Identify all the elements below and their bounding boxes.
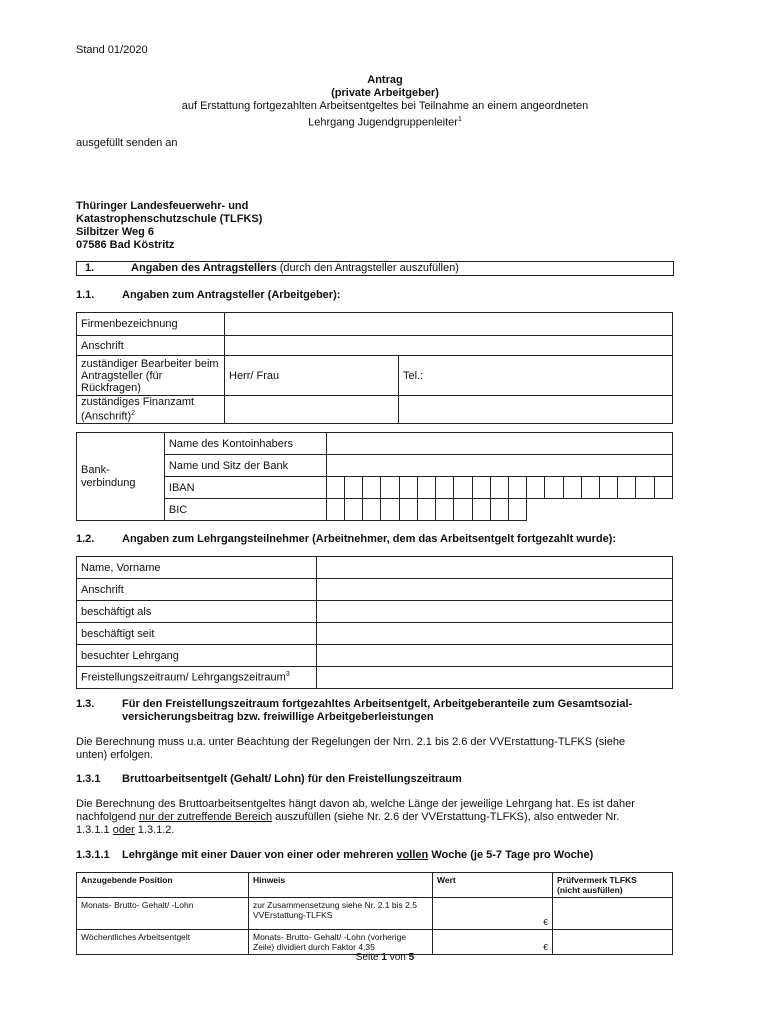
hinweis-cell: Monats- Brutto- Gehalt/ -Lohn (vorherige Zeile) dividiert durch Faktor 4,35 <box>249 930 433 955</box>
employee-address-input[interactable] <box>317 579 673 601</box>
section131-title: Bruttoarbeitsentgelt (Gehalt/ Lohn) für den Freistellungszeitraum <box>122 773 462 785</box>
iban-digit[interactable] <box>545 477 563 499</box>
finanzamt-footnote: 2 <box>131 410 136 417</box>
bank-label-cell <box>77 433 165 521</box>
iban-digit[interactable] <box>636 477 654 499</box>
bearbeiter-label: zuständiger Bearbeiter beim Antragsteller (für Rückfragen) <box>77 356 225 396</box>
address-line: Katastrophenschutzschule (TLFKS) <box>76 213 263 225</box>
bic-digit[interactable] <box>363 499 381 521</box>
section13-text-line1: Die Berechnung muss u.a. unter Beachtung der Regelungen der Nrn. 2.1 bis 2.6 der VVErstattung-TLFKS (siehe <box>76 736 626 748</box>
kontoinhaber-input[interactable] <box>326 433 672 455</box>
title-line4 <box>0 113 770 130</box>
herr-frau-label: Herr/ Frau <box>229 369 280 382</box>
anschrift-label: Anschrift <box>77 336 225 356</box>
firma-input[interactable] <box>225 313 673 336</box>
section1-header <box>76 261 674 276</box>
section13-title <box>122 698 632 724</box>
bic-digit[interactable] <box>490 499 508 521</box>
title-line2: (private Arbeitgeber) <box>331 87 439 99</box>
finanzamt-label-cell <box>77 396 225 424</box>
section1-number: 1. <box>85 262 95 274</box>
title-part-underlined: vollen <box>396 849 429 861</box>
applicant-table <box>76 312 673 424</box>
tel-label: Tel.: <box>403 369 424 382</box>
text-part-underlined: nur der zutreffende Bereich <box>139 811 273 823</box>
bic-digit[interactable] <box>436 499 454 521</box>
employee-row-label: Name, Vorname <box>77 557 317 579</box>
section131-text-line3 <box>76 824 635 837</box>
bic-label: BIC <box>164 499 326 521</box>
section13-title-line2: versicherungsbeitrag bzw. freiwillige Arbeitgeberleistungen <box>122 711 434 723</box>
pruef-cell <box>553 930 673 955</box>
wert-input[interactable] <box>433 898 553 930</box>
finanzamt-input[interactable] <box>225 396 399 424</box>
header-position: Anzugebende Position <box>77 873 249 898</box>
herr-frau-field[interactable] <box>225 356 399 396</box>
iban-digit[interactable] <box>527 477 545 499</box>
position-cell: Monats- Brutto- Gehalt/ -Lohn <box>77 898 249 930</box>
footer-page: 1 <box>381 952 387 963</box>
bank-label-line2: verbindung <box>81 476 136 489</box>
bank-name-label: Name und Sitz der Bank <box>164 455 326 477</box>
iban-digit[interactable] <box>654 477 672 499</box>
section1311-title <box>122 849 593 861</box>
employee-row-label: beschäftigt als <box>77 601 317 623</box>
bank-table <box>76 432 673 521</box>
stand-date: Stand 01/2020 <box>76 44 148 56</box>
footnote-mark: 1 <box>457 116 462 123</box>
iban-digit[interactable] <box>381 477 399 499</box>
send-to-label: ausgefüllt senden an <box>76 137 178 149</box>
header-pruef-line1: Prüfvermerk TLFKS <box>557 875 637 885</box>
employee-course-input[interactable] <box>317 645 673 667</box>
header-hinweis: Hinweis <box>249 873 433 898</box>
iban-digit[interactable] <box>363 477 381 499</box>
section131-number: 1.3.1 <box>76 773 101 785</box>
employee-row-label: beschäftigt seit <box>77 623 317 645</box>
text-part-underlined: oder <box>112 824 135 836</box>
document-title <box>0 74 770 130</box>
employee-period-label-cell <box>77 667 317 689</box>
bic-digit[interactable] <box>472 499 490 521</box>
wert-input[interactable] <box>433 930 553 955</box>
iban-digit[interactable] <box>490 477 508 499</box>
tel-field[interactable] <box>399 356 673 396</box>
recipient-address <box>76 200 262 252</box>
bic-digit[interactable] <box>508 499 526 521</box>
bic-digit[interactable] <box>399 499 417 521</box>
period-footnote: 3 <box>285 671 290 679</box>
section13-number: 1.3. <box>76 698 95 710</box>
section12-number: 1.2. <box>76 533 95 545</box>
euro-sign: € <box>543 942 548 952</box>
position-cell: Wöchentliches Arbeitsentgelt <box>77 930 249 955</box>
footer-prefix: Seite <box>355 952 382 963</box>
hinweis-cell: zur Zusammensetzung siehe Nr. 2.1 bis 2.5 VVErstattung-TLFKS <box>249 898 433 930</box>
header-wert: Wert <box>433 873 553 898</box>
title-line1: Antrag <box>367 74 403 86</box>
section12-title: Angaben zum Lehrgangsteilnehmer (Arbeitnehmer, dem das Arbeitsentgelt fortgezahlt wurde): <box>122 533 617 545</box>
iban-label: IBAN <box>164 477 326 499</box>
footer-mid: von <box>386 952 409 963</box>
section13-text-line2: unten) erfolgen. <box>76 749 154 761</box>
employee-name-input[interactable] <box>317 557 673 579</box>
iban-digit[interactable] <box>436 477 454 499</box>
anschrift-input[interactable] <box>225 336 673 356</box>
title-line4-text: Lehrgang Jugendgruppenleiter <box>308 116 458 129</box>
salary-table <box>76 872 673 955</box>
iban-digit[interactable] <box>508 477 526 499</box>
iban-digit[interactable] <box>454 477 472 499</box>
text-part: auszufüllen (siehe Nr. 2.6 der VVErstattung-TLFKS), also entweder Nr. <box>272 811 620 823</box>
section11-number: 1.1. <box>76 289 95 301</box>
iban-digit[interactable] <box>618 477 636 499</box>
finanzamt-extra[interactable] <box>399 396 673 424</box>
text-part: 1.3.1.1 <box>76 824 113 836</box>
firma-label: Firmenbezeichnung <box>77 313 225 336</box>
iban-digit[interactable] <box>326 477 344 499</box>
employee-period-label: Freistellungszeitraum/ Lehrgangszeitraum <box>81 671 286 684</box>
bank-label-line1: Bank- <box>81 463 110 476</box>
section131-text-line1: Die Berechnung des Bruttoarbeitsentgeltes hängt davon ab, welche Länge der jeweilige Lehrgang hat. Es ist daher <box>76 798 635 810</box>
address-line: 07586 Bad Köstritz <box>76 239 175 251</box>
footer-total: 5 <box>408 952 415 963</box>
kontoinhaber-label: Name des Kontoinhabers <box>164 433 326 455</box>
page-footer <box>0 952 770 963</box>
employee-table <box>76 556 673 689</box>
iban-digit[interactable] <box>417 477 435 499</box>
section13-text <box>76 736 625 762</box>
iban-digit[interactable] <box>472 477 490 499</box>
address-line: Thüringer Landesfeuerwehr- und <box>76 200 249 212</box>
section11-title: Angaben zum Antragsteller (Arbeitgeber): <box>122 289 341 301</box>
section131-text-line2 <box>76 811 635 824</box>
iban-digit[interactable] <box>344 477 362 499</box>
employee-job-input[interactable] <box>317 601 673 623</box>
bic-digit[interactable] <box>326 499 344 521</box>
title-part: Lehrgänge mit einer Dauer von einer oder mehreren <box>122 849 397 861</box>
bic-digit[interactable] <box>454 499 472 521</box>
text-part: nachfolgend <box>76 811 139 823</box>
section1-note: (durch den Antragsteller auszufüllen) <box>276 262 459 274</box>
address-line: Silbitzer Weg 6 <box>76 226 155 238</box>
finanzamt-label: zuständiges Finanzamt (Anschrift) <box>81 396 195 423</box>
bic-digit[interactable] <box>344 499 362 521</box>
iban-digit[interactable] <box>563 477 581 499</box>
employee-since-input[interactable] <box>317 623 673 645</box>
employee-row-label: besuchter Lehrgang <box>77 645 317 667</box>
employee-row-label: Anschrift <box>77 579 317 601</box>
euro-sign: € <box>543 917 548 927</box>
bic-digit[interactable] <box>381 499 399 521</box>
iban-digit[interactable] <box>581 477 599 499</box>
bic-spacer <box>527 499 673 521</box>
text-part: 1.3.1.2. <box>134 824 175 836</box>
title-part: Woche (je 5-7 Tage pro Woche) <box>428 849 594 861</box>
bank-name-input[interactable] <box>326 455 672 477</box>
employee-period-input[interactable] <box>317 667 673 689</box>
iban-digit[interactable] <box>600 477 618 499</box>
header-pruefvermerk <box>553 873 673 898</box>
bic-digit[interactable] <box>417 499 435 521</box>
section1-title: Angaben des Antragstellers <box>131 262 277 274</box>
header-pruef-line2: (nicht ausfüllen) <box>557 885 623 895</box>
section131-text <box>76 798 635 837</box>
iban-digit[interactable] <box>399 477 417 499</box>
section13-title-line1: Für den Freistellungszeitraum fortgezahltes Arbeitsentgelt, Arbeitgeberanteile zum Gesamtsozial- <box>122 698 633 710</box>
title-line3: auf Erstattung fortgezahlten Arbeitsentgeltes bei Teilnahme an einem angeordneten <box>181 100 589 112</box>
section1311-number: 1.3.1.1 <box>76 849 110 861</box>
pruef-cell <box>553 898 673 930</box>
